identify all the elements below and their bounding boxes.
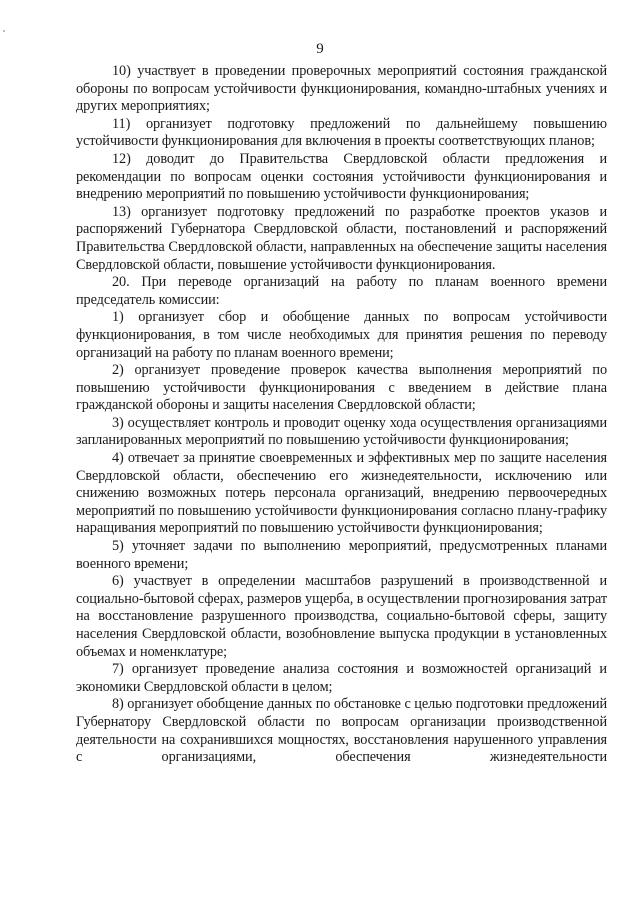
paragraph-item-8: 8) организует обобщение данных по обстановке с целью подготовки предложений Губернатору Свердловской области по вопросам организации производственной деятельности на сохранившихся мощностях, восстановления нарушенного управления с организациями, обеспечения жизнедеятельности bbox=[76, 696, 607, 766]
paragraph-item-1: 1) организует сбор и обобщение данных по вопросам устойчивости функционирования, в том числе необходимых для принятия решения по переводу организаций на работу по планам военного времени; bbox=[76, 309, 607, 361]
paragraph-item-6: 6) участвует в определении масштабов разрушений в производственной и социально-бытовой сферах, размеров ущерба, в осуществлении прогнозирования затрат на восстановление разрушенного производства, социально-бытовой сферы, защиту населения Свердловской области, возобновление выпуска продукции в установленных объемах и номенклатуре; bbox=[76, 573, 607, 660]
paragraph-item-10: 10) участвует в проведении проверочных мероприятий состояния гражданской обороны по вопросам устойчивости функционирования, командно-штабных учениях и других мероприятиях; bbox=[76, 63, 607, 115]
paragraph-item-11: 11) организует подготовку предложений по дальнейшему повышению устойчивости функционирования для включения в проекты соответствующих планов; bbox=[76, 115, 607, 150]
paragraph-section-20: 20. При переводе организаций на работу по планам военного времени председатель комиссии: bbox=[76, 274, 607, 308]
page-number: 9 bbox=[316, 41, 324, 57]
paragraph-item-2: 2) организует проведение проверок качества выполнения мероприятий по повышению устойчивости функционирования с введением в действие плана гражданской обороны и защиты населения Свердловской области; bbox=[76, 362, 607, 414]
paragraph-item-13: 13) организует подготовку предложений по разработке проектов указов и распоряжений Губернатора Свердловской области, постановлений и распоряжений Правительства Свердловской области, направленных на обеспечение защиты населения Свердловской области, повышение устойчивости функционирования. bbox=[76, 203, 607, 273]
paragraph-item-5: 5) уточняет задачи по выполнению мероприятий, предусмотренных планами военного времени; bbox=[76, 538, 607, 572]
paragraph-item-4: 4) отвечает за принятие своевременных и эффективных мер по защите населения Свердловской области, обеспечению его жизнедеятельности, исключению или снижению возможных потерь персонала организаций, внедрению первоочередных мероприятий по повышению устойчивости функционирования согласно плану-графику наращивания мероприятий по повышению устойчивости функционирования; bbox=[76, 450, 607, 537]
document-body bbox=[76, 63, 607, 767]
paragraph-item-7: 7) организует проведение анализа состояния и возможностей организаций и экономики Свердловской области в целом; bbox=[76, 661, 607, 695]
paragraph-item-12: 12) доводит до Правительства Свердловской области предложения и рекомендации по вопросам оценки состояния устойчивости функционирования и внедрению мероприятий по повышению устойчивости функционирования; bbox=[76, 150, 607, 203]
paragraph-item-3: 3) осуществляет контроль и проводит оценку хода осуществления организациями запланированных мероприятий по повышению устойчивости функционирования; bbox=[76, 414, 607, 449]
scan-artifact bbox=[3, 30, 5, 32]
